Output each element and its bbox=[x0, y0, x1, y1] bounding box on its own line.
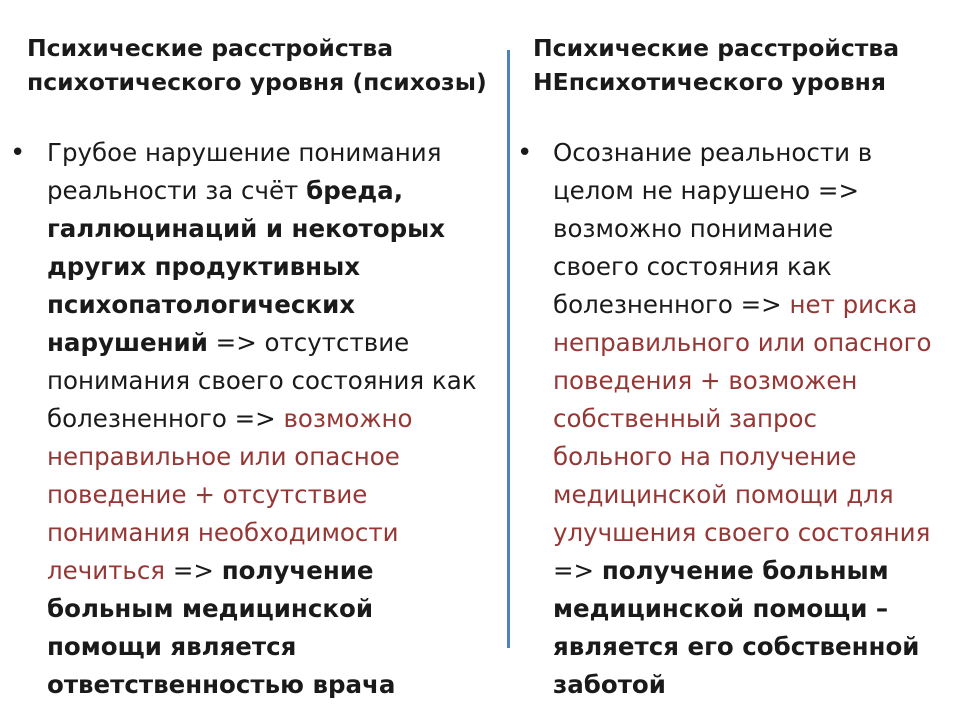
right-text-line bbox=[553, 400, 958, 438]
right-bullet-text bbox=[553, 134, 958, 704]
right-text-segment: больного на получение bbox=[553, 442, 857, 471]
right-text-segment: => bbox=[553, 556, 602, 585]
left-text-segment: неправильное или опасное bbox=[47, 442, 400, 471]
left-heading-line-1: Психические расстройства bbox=[27, 34, 394, 62]
right-text-segment: болезненного => bbox=[553, 290, 790, 319]
left-text-segment: поведение + отсутствие bbox=[47, 480, 368, 509]
left-text-line bbox=[47, 666, 502, 704]
right-text-segment: Осознание реальности в bbox=[553, 138, 873, 167]
right-text-segment: возможно понимание bbox=[553, 214, 834, 243]
right-text-line bbox=[553, 514, 958, 552]
left-text-segment: ответственностью врача bbox=[47, 670, 396, 699]
left-text-segment: психопатологических bbox=[47, 290, 356, 319]
right-text-segment: является его собственной bbox=[553, 632, 920, 661]
left-text-line bbox=[47, 210, 502, 248]
right-text-line bbox=[553, 590, 958, 628]
right-text-line bbox=[553, 362, 958, 400]
left-text-line bbox=[47, 552, 502, 590]
right-text-segment: собственный запрос bbox=[553, 404, 817, 433]
left-text-segment: => bbox=[165, 556, 222, 585]
right-text-segment: заботой bbox=[553, 670, 666, 699]
right-text-segment: медицинской помощи – bbox=[553, 594, 889, 623]
left-text-segment: больным медицинской bbox=[47, 594, 374, 623]
right-text-line bbox=[553, 552, 958, 590]
left-text-line bbox=[47, 134, 502, 172]
column-divider bbox=[507, 50, 510, 648]
right-text-line bbox=[553, 476, 958, 514]
right-text-line bbox=[553, 438, 958, 476]
right-bullet-icon: • bbox=[517, 138, 533, 168]
left-text-segment: помощи является bbox=[47, 632, 297, 661]
left-heading-line-2: психотического уровня (психозы) bbox=[27, 68, 487, 96]
left-text-line bbox=[47, 324, 502, 362]
right-text-line bbox=[553, 210, 958, 248]
right-column-heading bbox=[533, 31, 953, 99]
left-text-segment: лечиться bbox=[47, 556, 166, 585]
left-text-line bbox=[47, 172, 502, 210]
right-text-line bbox=[553, 286, 958, 324]
right-heading-line-1: Психические расстройства bbox=[533, 34, 900, 62]
right-text-segment: медицинской помощи для bbox=[553, 480, 894, 509]
right-text-segment: улучшения своего состояния bbox=[553, 518, 931, 547]
left-text-segment: бреда, bbox=[306, 176, 403, 205]
left-text-segment: понимания необходимости bbox=[47, 518, 399, 547]
right-text-segment: неправильного или опасного bbox=[553, 328, 932, 357]
left-text-segment: получение bbox=[221, 556, 374, 585]
left-text-line bbox=[47, 514, 502, 552]
left-text-segment: болезненного => bbox=[47, 404, 284, 433]
right-text-segment: своего состояния как bbox=[553, 252, 832, 281]
left-text-segment: возможно bbox=[283, 404, 413, 433]
left-bullet-icon: • bbox=[10, 138, 26, 168]
left-text-segment: Грубое нарушение понимания bbox=[47, 138, 442, 167]
left-text-segment: => отсутствие bbox=[207, 328, 410, 357]
right-text-line bbox=[553, 628, 958, 666]
right-text-line bbox=[553, 324, 958, 362]
left-text-line bbox=[47, 628, 502, 666]
left-text-line bbox=[47, 362, 502, 400]
left-text-segment: понимания своего состояния как bbox=[47, 366, 477, 395]
right-text-segment: получение больным bbox=[601, 556, 889, 585]
left-text-segment: нарушений bbox=[47, 328, 208, 357]
left-text-segment: реальности за счёт bbox=[47, 176, 307, 205]
left-text-segment: галлюцинаций и некоторых bbox=[47, 214, 446, 243]
left-text-line bbox=[47, 476, 502, 514]
left-text-line bbox=[47, 590, 502, 628]
left-text-line bbox=[47, 286, 502, 324]
left-column-heading bbox=[27, 31, 507, 99]
left-text-line bbox=[47, 248, 502, 286]
left-text-line bbox=[47, 400, 502, 438]
left-text-line bbox=[47, 438, 502, 476]
right-text-line bbox=[553, 666, 958, 704]
left-bullet-text bbox=[47, 134, 502, 704]
left-text-segment: других продуктивных bbox=[47, 252, 361, 281]
right-text-segment: поведения + возможен bbox=[553, 366, 858, 395]
right-text-line bbox=[553, 172, 958, 210]
right-text-line bbox=[553, 248, 958, 286]
right-text-line bbox=[553, 134, 958, 172]
right-text-segment: нет риска bbox=[789, 290, 918, 319]
right-text-segment: целом не нарушено => bbox=[553, 176, 859, 205]
right-heading-line-2: НЕпсихотического уровня bbox=[533, 68, 886, 96]
